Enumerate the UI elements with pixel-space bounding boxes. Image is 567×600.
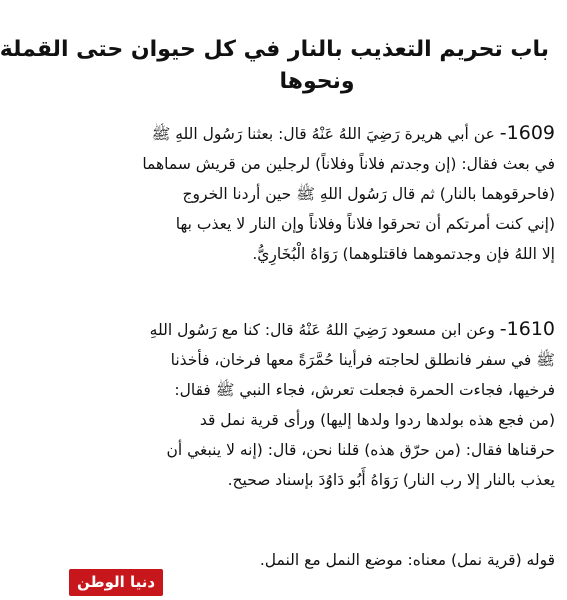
chapter-title-line-2: ونحوها	[279, 69, 355, 94]
hadith-1609-number: 1609-	[499, 122, 555, 144]
hadith-1610-number: 1610-	[499, 318, 555, 340]
hadith-1609-line-1	[79, 118, 555, 149]
hadith-1610-line-6: يعذب بالنار إلا رب النار) رَوَاهُ أَبُو دَاوُدَ بإسناد صحيح.	[227, 471, 555, 489]
chapter-title	[0, 34, 549, 98]
hadith-1610-text-1: وعن ابن مسعود رَضِيَ اللهُ عَنْهُ قال: كنا مع رَسُول اللهِ	[149, 321, 495, 339]
hadith-1610-line-1	[79, 314, 555, 345]
hadith-1609-line-2: في بعث فقال: (إن وجدتم فلاناً وفلاناً) لرجلين من قريش سماهما	[142, 155, 555, 173]
hadith-1609-text-1: عن أبي هريرة رَضِيَ اللهُ عَنْهُ قال: بعثنا رَسُول اللهِ ﷺ	[151, 125, 495, 143]
hadith-1609-line-3: (فاحرقوهما بالنار) ثم قال رَسُول اللهِ ﷺ حين أردنا الخروج	[182, 185, 555, 203]
hadith-1610-line-4: (من فجع هذه بولدها ردوا ولدها إليها) ورأى قرية نمل قد	[199, 411, 555, 429]
hadith-1610-line-3: فرخيها، فجاءت الحمرة فجعلت تعرش، فجاء النبي ﷺ فقال:	[174, 381, 555, 399]
hadith-1610-line-5: حرقناها فقال: (من حرّق هذه) قلنا نحن، قال: (إنه لا ينبغي أن	[166, 441, 555, 459]
hadith-1609	[79, 118, 555, 269]
footnote: قوله (قرية نمل) معناه: موضع النمل مع النمل.	[259, 551, 555, 569]
chapter-title-line-1: باب تحريم التعذيب بالنار في كل حيوان حتى القملة	[0, 37, 549, 62]
hadith-1610	[79, 314, 555, 495]
hadith-1610-line-2: ﷺ في سفر فانطلق لحاجته فرأينا حُمَّرَةً معها فرخان، فأخذنا	[170, 351, 555, 369]
hadith-1609-line-5: إلا اللهُ فإن وجدتموهما فاقتلوهما) رَوَاهُ الْبُخَارِيُّ.	[252, 245, 555, 263]
watermark-logo: دنيا الوطن	[69, 569, 163, 596]
hadith-1609-line-4: (إني كنت أمرتكم أن تحرقوا فلاناً وفلاناً وإن النار لا يعذب بها	[175, 215, 555, 233]
